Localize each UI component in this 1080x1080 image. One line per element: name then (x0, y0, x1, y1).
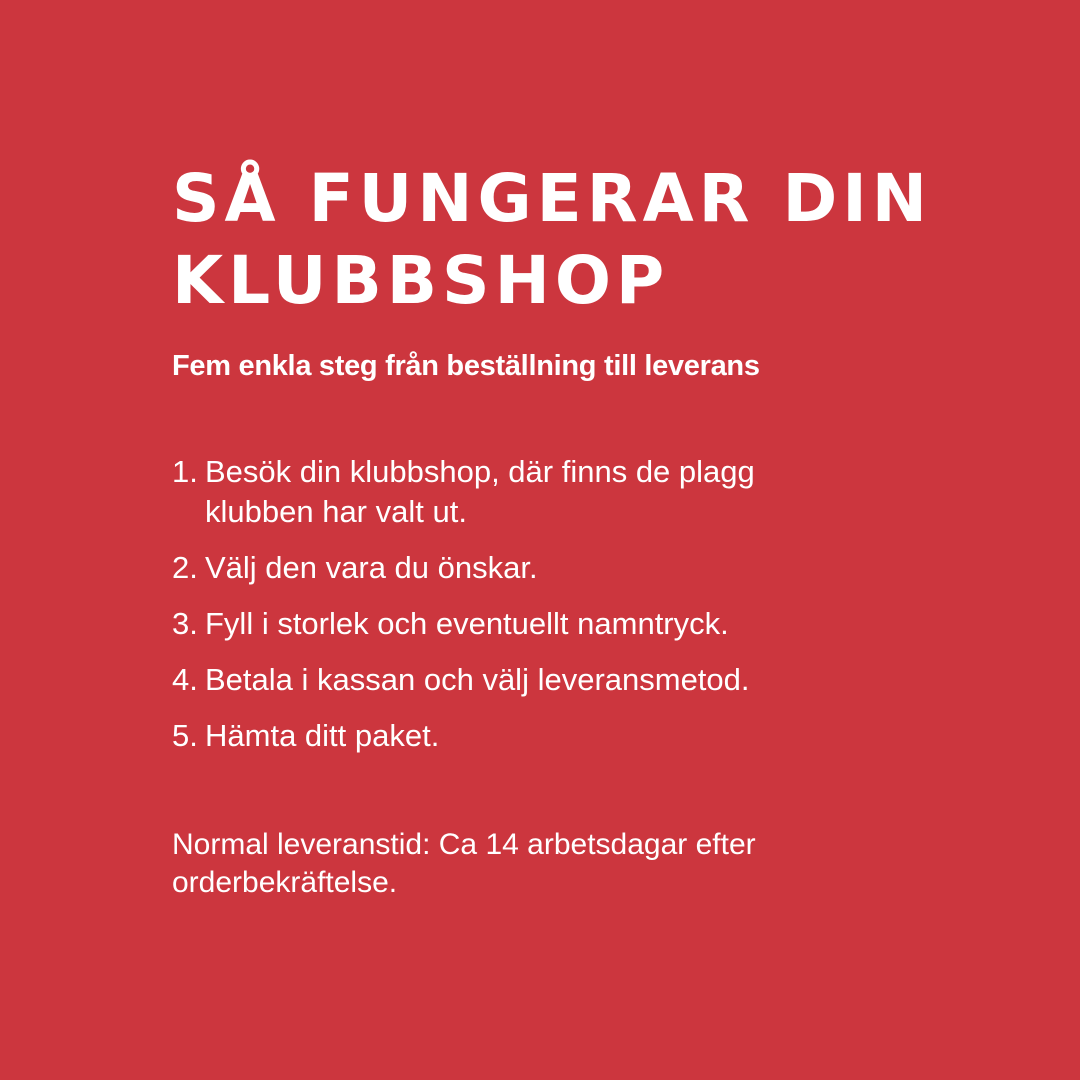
step-item-1 (172, 452, 892, 532)
step-number: 1. (172, 454, 198, 489)
step-number: 3. (172, 606, 198, 641)
page-title-line-1: SÅ FUNGERAR DIN (172, 160, 933, 237)
page-subtitle: Fem enkla steg från beställning till leverans (172, 350, 760, 382)
step-text: Besök din klubbshop, där finns de plagg klubben har valt ut. (205, 454, 755, 529)
step-number: 4. (172, 662, 198, 697)
step-text: Välj den vara du önskar. (205, 550, 538, 585)
step-item-3 (172, 604, 892, 644)
step-text: Hämta ditt paket. (205, 718, 440, 753)
step-text: Betala i kassan och välj leveransmetod. (205, 662, 750, 697)
step-item-4 (172, 660, 892, 700)
delivery-note: Normal leveranstid: Ca 14 arbetsdagar efter orderbekräftelse. (172, 828, 756, 899)
step-item-5 (172, 716, 892, 756)
step-item-2 (172, 548, 892, 588)
content-block (172, 158, 933, 902)
page-title-line-2: KLUBBSHOP (172, 242, 670, 319)
step-number: 5. (172, 718, 198, 753)
steps-list (172, 452, 892, 756)
step-text: Fyll i storlek och eventuellt namntryck. (205, 606, 729, 641)
step-number: 2. (172, 550, 198, 585)
page-title (172, 158, 933, 322)
